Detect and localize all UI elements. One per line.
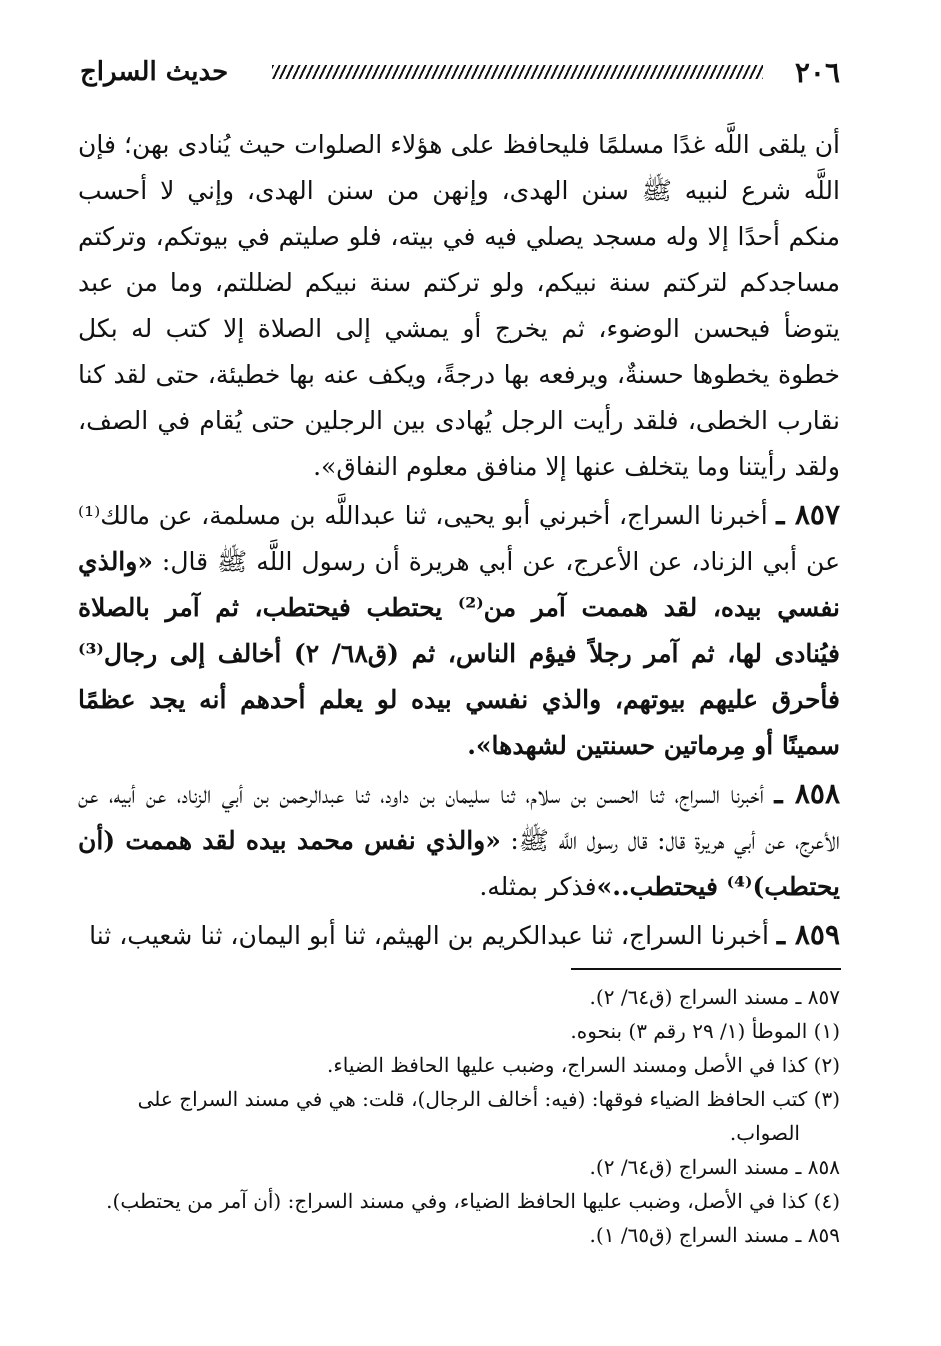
header-hatched-rule: [272, 65, 763, 79]
footnote: (٤) كذا في الأصل، وضبب عليها الحافظ الضياء، وفي مسند السراج: (أن آمر من يحتطب).: [106, 1189, 840, 1213]
footnote: ٨٥٩ ـ مسند السراج (ق٦٥/ ١).: [589, 1223, 840, 1247]
hadith-number: ٨٥٧ ـ: [776, 498, 840, 531]
hadith-number: ٨٥٨ ـ: [774, 777, 840, 810]
footnote: ٨٥٧ ـ مسند السراج (ق٦٤/ ٢).: [589, 985, 840, 1009]
hadith-number: ٨٥٩ ـ: [776, 918, 840, 951]
footnote-separator: [571, 968, 841, 970]
footnote: (١) الموطأ (١/ ٢٩ رقم ٣) بنحوه.: [570, 1019, 840, 1043]
footnotes: [78, 980, 840, 1252]
footnote-continuation: الصواب.: [729, 1121, 800, 1145]
hadith-859: [78, 912, 840, 959]
hadith-858: [78, 771, 840, 910]
running-title: حديث السراج: [80, 57, 229, 87]
hadith-isnad: أخبرنا السراج، أخبرني أبو يحيى، ثنا عبداللَّه بن مسلمة، عن مالك⁽¹⁾ عن أبي الزناد، عن الأعرج، عن أبي هريرة أن رسول اللَّه ﷺ قال:: [78, 501, 840, 576]
hadith-isnad: أخبرنا السراج، ثنا عبدالكريم بن الهيثم، ثنا أبو اليمان، ثنا شعيب، ثنا: [89, 921, 777, 950]
footnote: (٣) كتب الحافظ الضياء فوقها: (فيه: أخالف الرجال)، قلت: هي في مسند السراج على: [137, 1087, 840, 1111]
hadith-isnad: أخبرنا السراج، ثنا الحسن بن سلام، ثنا سليمان بن داود، ثنا عبدالرحمن بن أبي الزناد، عن أبيه، عن الأعرج، عن أبي هريرة قال: قال رسول اللَّه ﷺ:: [78, 780, 840, 855]
hadith-857: [78, 492, 840, 769]
hadith-tail: فذكر بمثله.: [479, 872, 597, 901]
paragraph-continuation: أن يلقى اللَّه غدًا مسلمًا فليحافظ على هؤلاء الصلوات حيث يُنادى بهن؛ فإن اللَّه شرع لنبيه ﷺ سنن الهدى، وإنهن من سنن الهدى، وإني لا أحسب منكم أحدًا إلا وله مسجد يصلي فيه في بيته، فلو صليتم في بيوتكم، وتركتم مساجدكم لتركتم سنة نبيكم، ولو تركتم سنة نبيكم لضللتم، وما من عبد يتوضأ فيحسن الوضوء، ثم يخرج أو يمشي إلى الصلاة إلا كتب له بكل خطوة يخطوها حسنةٌ، ويرفعه بها درجةً، ويكف عنه بها خطيئة، حتى لقد كنا نقارب الخطى، فلقد رأيت الرجل يُهادى بين الرجلين حتى يُقام في الصف، ولقد رأيتنا وما يتخلف عنها إلا منافق معلوم النفاق».: [78, 130, 840, 481]
page-number: ٢٠٦: [794, 55, 840, 89]
page-header: [80, 52, 840, 92]
footnote: ٨٥٨ ـ مسند السراج (ق٦٤/ ٢).: [589, 1155, 840, 1179]
hadith-matn: «والذي نفسي بيده، لقد هممت آمر من⁽²⁾ يحتطب فيحتطب، ثم آمر بالصلاة فيُنادى لها، ثم آمر رجلاً فيؤم الناس، ثم (ق٦٨/ ٢) أخالف إلى رجال⁽³⁾ فأحرق عليهم بيوتهم، والذي نفسي بيده لو يعلم أحدهم أنه يجد عظمًا سمينًا أو مِرماتين حسنتين لشهدها».: [78, 547, 841, 760]
main-text: [78, 122, 840, 959]
hadith-matn: «والذي نفس محمد بيده لقد هممت (أن يحتطب)⁽⁴⁾ فيحتطب..»: [78, 826, 840, 901]
footnote: (٢) كذا في الأصل ومسند السراج، وضبب عليها الحافظ الضياء.: [327, 1053, 840, 1077]
